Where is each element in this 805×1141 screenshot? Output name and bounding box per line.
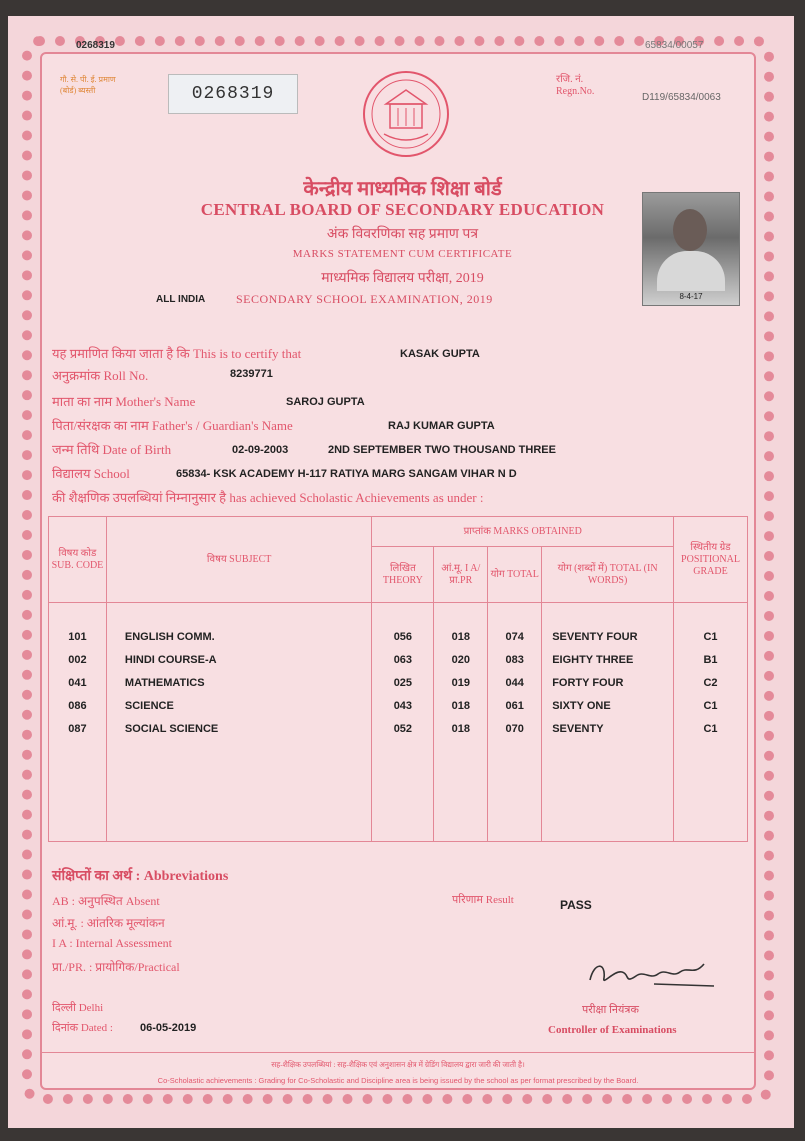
cell-theory: 056 <box>393 631 413 643</box>
abbr-amu: आं.मू. : आंतरिक मूल्यांकन <box>52 916 165 930</box>
header-total: योग TOTAL <box>488 547 542 603</box>
words-column <box>542 603 674 842</box>
board-title-english: CENTRAL BOARD OF SECONDARY EDUCATION <box>200 200 605 219</box>
dob-label: जन्म तिथि Date of Birth <box>52 442 172 457</box>
dob-words: 2ND SEPTEMBER TWO THOUSAND THREE <box>328 444 556 456</box>
ia-column <box>434 603 488 842</box>
school-label: विद्यालय School <box>52 466 130 481</box>
cell-code: 041 <box>68 677 87 689</box>
photo-caption: 8-4-17 <box>679 292 703 301</box>
school-name: 65834- KSK ACADEMY H-117 RATIYA MARG SANGAM VIHAR N D <box>176 468 517 480</box>
dated-value: 06-05-2019 <box>140 1022 197 1034</box>
header-internal-assessment: आं.मू. I A/ प्रा.PR <box>434 547 488 603</box>
regn-label-en: Regn.No. <box>556 86 595 97</box>
student-photo <box>642 192 740 306</box>
header-total-in-words: योग (शब्दों में) TOTAL (IN WORDS) <box>542 547 674 603</box>
cell-code: 002 <box>68 654 87 666</box>
marks-body-row <box>49 603 748 842</box>
stamp-tag-line1: गौ. से. पी. ई. प्रमाण <box>60 75 116 84</box>
cbse-emblem-icon <box>360 68 452 160</box>
header-subject-code: विषय कोड SUB. CODE <box>49 517 107 603</box>
regn-label <box>556 74 594 98</box>
all-india-label: ALL INDIA <box>156 294 206 305</box>
cell-grade: C1 <box>703 700 718 712</box>
cell-words: SEVENTY <box>552 723 604 735</box>
stamp-tag-line2: (बोर्ड) ब्यस्ती <box>60 86 96 95</box>
cell-theory: 052 <box>393 723 413 735</box>
cell-ia: 018 <box>451 700 470 712</box>
cell-code: 086 <box>68 700 87 712</box>
codes-column <box>49 603 107 842</box>
mother-label: माता का नाम Mother's Name <box>52 394 196 409</box>
place-delhi: दिल्ली Delhi <box>52 1002 104 1014</box>
serial-number-top: 0268319 <box>76 40 115 51</box>
cell-theory: 063 <box>393 654 413 666</box>
certify-label: यह प्रमाणित किया जाता है कि This is to certify that <box>52 346 302 361</box>
cell-total: 074 <box>505 631 524 643</box>
cell-subject: MATHEMATICS <box>124 677 205 689</box>
cell-words: FORTY FOUR <box>552 677 624 689</box>
cell-subject: HINDI COURSE-A <box>124 654 217 666</box>
cell-theory: 043 <box>393 700 413 712</box>
total-column <box>488 603 542 842</box>
header-marks-obtained: प्राप्तांक MARKS OBTAINED <box>372 517 674 547</box>
abbr-absent: AB : अनुपस्थित Absent <box>52 894 160 908</box>
cell-total: 070 <box>505 723 524 735</box>
stamp-tag <box>60 74 160 96</box>
roll-number: 8239771 <box>230 368 273 380</box>
cell-total: 061 <box>505 700 524 712</box>
result-label: परिणाम Result <box>452 894 514 906</box>
header-theory: लिखित THEORY <box>372 547 434 603</box>
regn-number: D119/65834/0063 <box>642 92 721 103</box>
cell-code: 087 <box>68 723 87 735</box>
photo-body <box>657 251 725 291</box>
cell-subject: SCIENCE <box>124 700 174 712</box>
abbr-internal-assessment: I A : Internal Assessment <box>52 936 172 950</box>
mother-name: SAROJ GUPTA <box>286 396 365 408</box>
marks-table <box>48 516 748 842</box>
header-positional-grade: स्थितीय ग्रेड POSITIONAL GRADE <box>673 517 747 603</box>
cell-total: 044 <box>505 677 524 689</box>
subjects-column <box>106 603 372 842</box>
result-value: PASS <box>560 898 592 912</box>
footer-divider <box>40 1052 756 1053</box>
dob-value: 02-09-2003 <box>232 444 289 456</box>
cell-total: 083 <box>505 654 524 666</box>
footer-note-hindi: सह-शैक्षिक उपलब्धियां : सह-शैक्षिक एवं अनुशासन क्षेत्र में ग्रेडिंग विद्यालय द्वारा जारी की जाती है। <box>271 1060 525 1069</box>
controller-title-english: Controller of Examinations <box>548 1024 677 1036</box>
document-title-hindi: अंक विवरणिका सह प्रमाण पत्र <box>326 227 479 242</box>
cell-ia: 018 <box>451 723 470 735</box>
exam-title-english: SECONDARY SCHOOL EXAMINATION, 2019 <box>236 292 493 306</box>
cell-grade: B1 <box>703 654 718 666</box>
father-label: पिता/संरक्षक का नाम Father's / Guardian's Name <box>52 418 293 433</box>
student-name: KASAK GUPTA <box>400 348 480 360</box>
father-name: RAJ KUMAR GUPTA <box>388 420 495 432</box>
cell-code: 101 <box>68 631 87 643</box>
cell-words: SEVENTY FOUR <box>552 631 638 643</box>
cell-words: EIGHTY THREE <box>552 654 634 666</box>
cell-theory: 025 <box>393 677 413 689</box>
controller-signature <box>584 950 724 994</box>
achievements-label: की शैक्षणिक उपलब्धियां निम्नानुसार है has achieved Scholastic Achievements as under : <box>52 490 484 505</box>
roll-label: अनुक्रमांक Roll No. <box>52 368 149 383</box>
cell-subject: ENGLISH COMM. <box>124 631 215 643</box>
dated-label: दिनांक Dated : <box>52 1022 113 1034</box>
cell-ia: 020 <box>451 654 470 666</box>
board-title-hindi: केन्द्रीय माध्यमिक शिक्षा बोर्ड <box>303 178 502 200</box>
cell-ia: 019 <box>451 677 470 689</box>
abbreviations-title: संक्षिप्तों का अर्थ : Abbreviations <box>52 869 229 884</box>
exam-title-hindi: माध्यमिक विद्यालय परीक्षा, 2019 <box>321 271 484 286</box>
code-top: 65834/00057 <box>645 40 704 51</box>
serial-number-box: 0268319 <box>168 74 298 114</box>
grade-column <box>673 603 747 842</box>
controller-title-hindi: परीक्षा नियंत्रक <box>582 1004 639 1016</box>
cell-ia: 018 <box>451 631 470 643</box>
header-subject: विषय SUBJECT <box>106 517 372 603</box>
cell-subject: SOCIAL SCIENCE <box>124 723 219 735</box>
footer-note-english: Co-Scholastic achievements : Grading for Co-Scholastic and Discipline area is being issued by the school as per format prescribed by the Board. <box>157 1076 639 1085</box>
regn-label-hi: रजि. नं. <box>556 74 584 85</box>
document-title-english: MARKS STATEMENT CUM CERTIFICATE <box>292 248 513 260</box>
photo-face <box>673 209 707 251</box>
theory-column <box>372 603 434 842</box>
cell-grade: C2 <box>703 677 718 689</box>
cell-grade: C1 <box>703 631 718 643</box>
cell-grade: C1 <box>703 723 718 735</box>
abbr-practical: प्रा./PR. : प्रायोगिक/Practical <box>52 960 180 974</box>
cell-words: SIXTY ONE <box>552 700 611 712</box>
